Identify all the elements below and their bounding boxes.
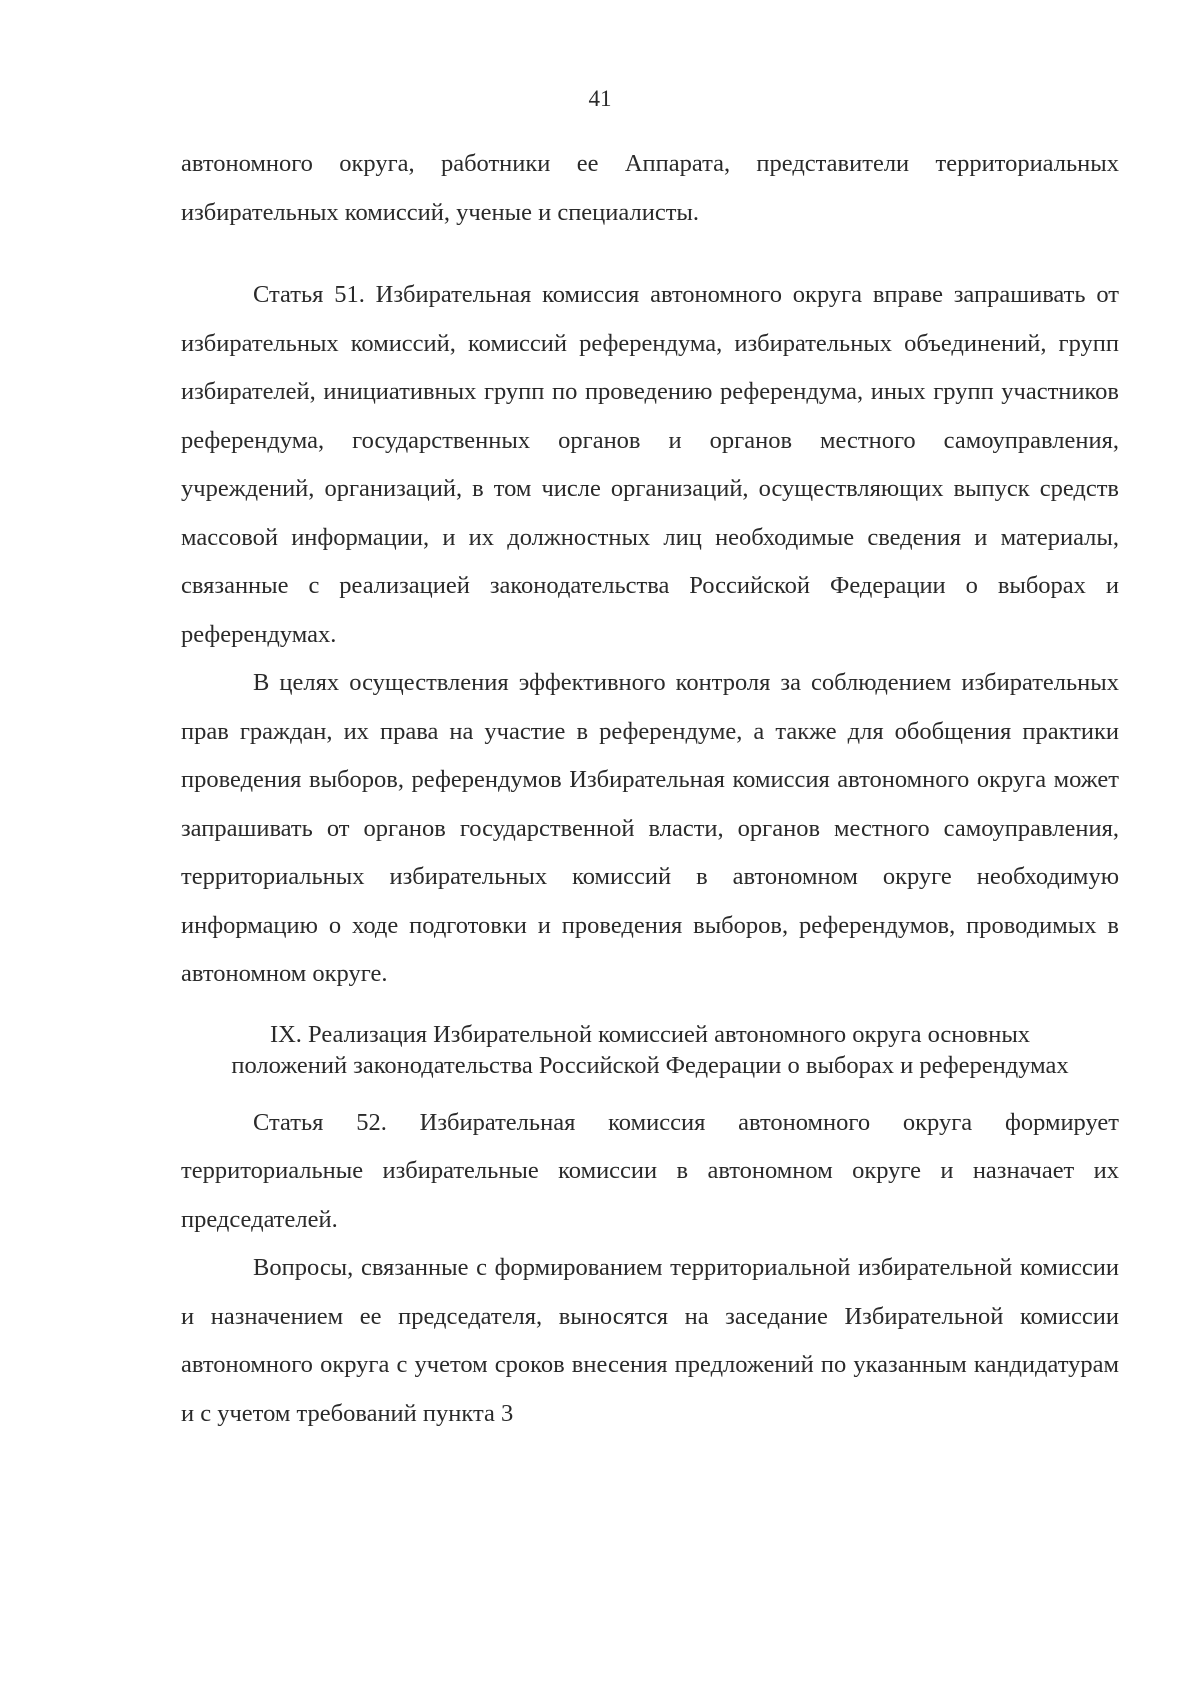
- section-heading: IX. Реализация Избирательной комиссией автономного округа основных положений законодательства Российской Федерации о выборах и референдумах: [231, 1020, 1069, 1079]
- paragraph-article-52: Статья 52. Избирательная комиссия автономного округа формирует территориальные избирательные комиссии в автономном округе и назначает их председателей.: [181, 1108, 1119, 1233]
- paragraph-article-52-questions: Вопросы, связанные с формированием территориальной избирательной комиссии и назначением ее председателя, выносятся на заседание Избирательной комиссии автономного округа с учетом сроков внесения предложений по указанным кандидатурам и с учетом требований пункта 3: [181, 1254, 1119, 1427]
- paragraph-article-51: Статья 51. Избирательная комиссия автономного округа вправе запрашивать от избирательных комиссий, комиссий референдума, избирательных объединений, групп избирателей, инициативных групп по проведению референдума, иных групп участников референдума, государственных органов и органов местного самоуправления, учреждений, организаций, в том числе организаций, осуществляющих выпуск средств массовой информации, и их должностных лиц необходимые сведения и материалы, связанные с реализацией законодательства Российской Федерации о выборах и референдумах.: [181, 281, 1119, 648]
- paragraph-intro: автономного округа, работники ее Аппарата, представители территориальных избирательных комиссий, ученые и специалисты.: [181, 150, 1119, 226]
- page-number: 41: [588, 86, 612, 111]
- document-body: [181, 140, 1119, 1438]
- paragraph-article-51-control: В целях осуществления эффективного контроля за соблюдением избирательных прав граждан, их права на участие в референдуме, а также для обобщения практики проведения выборов, референдумов Избирательная комиссия автономного округа может запрашивать от органов государственной власти, органов местного самоуправления, территориальных избирательных комиссий в автономном округе необходимую информацию о ходе подготовки и проведения выборов, референдумов, проводимых в автономном округе.: [181, 669, 1119, 987]
